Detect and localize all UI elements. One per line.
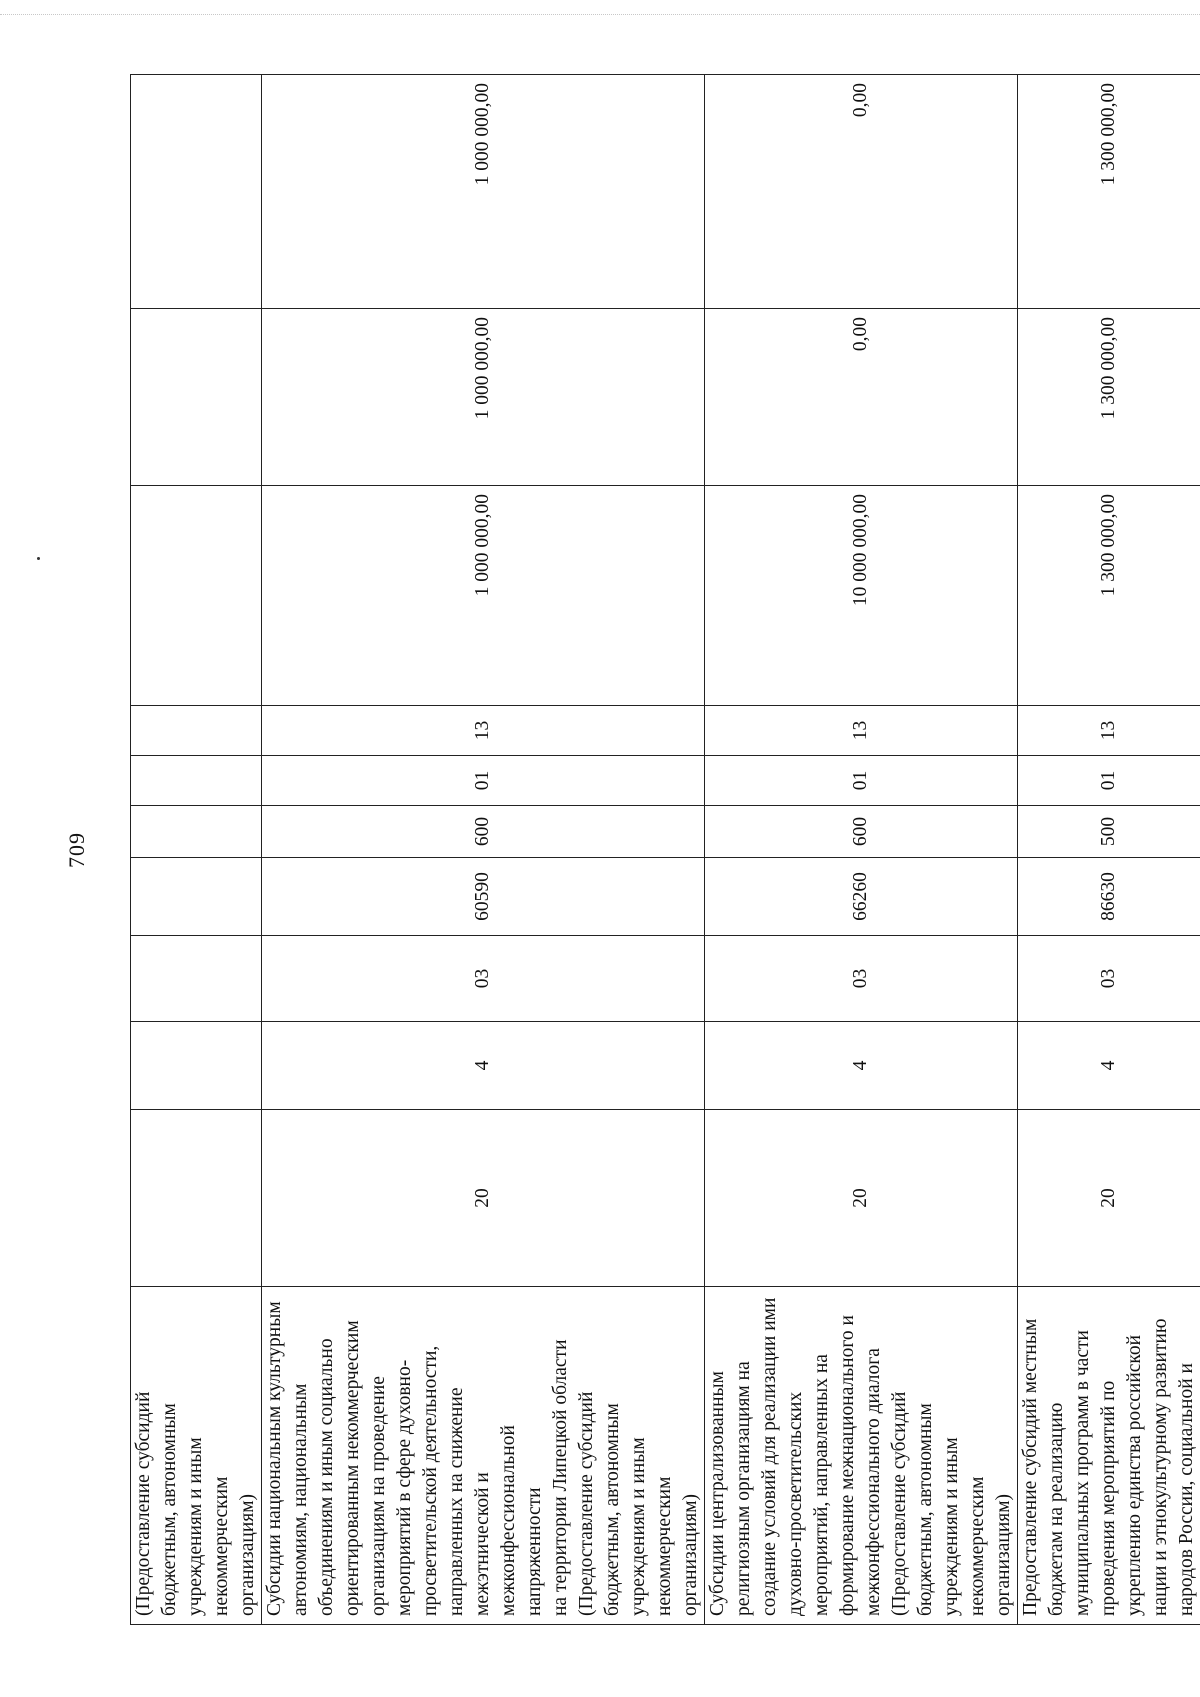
section-code [131,1110,262,1287]
table-row [262,75,705,1625]
amount-year-3: 0,00 [705,75,1018,309]
program-code [131,1022,262,1110]
amount-year-2 [131,309,262,486]
expense-type-code: 600 [705,806,1018,858]
chapter-code: 01 [262,756,705,806]
subprogram-code: 03 [1018,936,1200,1022]
amount-year-1 [131,486,262,706]
table-row [131,75,262,1625]
amount-year-3: 1 000 000,00 [262,75,705,309]
expense-description: Субсидии централизованным религиозным организациям на создание условий для реализации ими духовно-просветительских мероприятий, направленных на формирование межнационального и межконфессионального диалога (Предоставление субсидий бюджетным, автономным учреждениям и иным некоммерческим организациям) [705,1287,1018,1625]
page-number: 709 [64,832,89,868]
amount-year-1: 1 300 000,00 [1018,486,1200,706]
subsection-code: 13 [705,706,1018,756]
amount-year-3 [131,75,262,309]
rotated-page [64,75,1197,1625]
budget-table [130,74,1200,1625]
chapter-code [131,756,262,806]
amount-year-2: 1 300 000,00 [1018,309,1200,486]
chapter-code: 01 [705,756,1018,806]
direction-code [131,858,262,936]
subprogram-code: 03 [705,936,1018,1022]
expense-type-code: 600 [262,806,705,858]
amount-year-2: 1 000 000,00 [262,309,705,486]
section-code: 20 [705,1110,1018,1287]
expense-description: Субсидии национальным культурным автономиям, национальным объединениям и иным социально ориентированным некоммерческим организациям на проведение мероприятий в сфере духовно- просветительской деятельности, направленных на снижение межэтнической и межконфессиональной напряженности на территории Липецкой области (Предоставление субсидий бюджетным, автономным учреждениям и иным некоммерческим организациям) [262,1287,705,1625]
chapter-code: 01 [1018,756,1200,806]
subsection-code: 13 [1018,706,1200,756]
subprogram-code [131,936,262,1022]
direction-code: 86630 [1018,858,1200,936]
amount-year-1: 10 000 000,00 [705,486,1018,706]
direction-code: 66260 [705,858,1018,936]
scan-speck [37,557,40,560]
table-row [705,75,1018,1625]
table-row [1018,75,1200,1625]
subsection-code [131,706,262,756]
direction-code: 60590 [262,858,705,936]
subsection-code: 13 [262,706,705,756]
program-code: 4 [1018,1022,1200,1110]
section-code: 20 [1018,1110,1200,1287]
program-code: 4 [705,1022,1018,1110]
section-code: 20 [262,1110,705,1287]
amount-year-2: 0,00 [705,309,1018,486]
program-code: 4 [262,1022,705,1110]
expense-type-code [131,806,262,858]
expense-type-code: 500 [1018,806,1200,858]
expense-description: Предоставление субсидий местным бюджетам на реализацию муниципальных программ в части проведения мероприятий по укреплению единства российской нации и этнокультурному развитию народов России, социальной и [1018,1287,1200,1625]
amount-year-3: 1 300 000,00 [1018,75,1200,309]
amount-year-1: 1 000 000,00 [262,486,705,706]
expense-description: (Предоставление субсидий бюджетным, автономным учреждениям и иным некоммерческим организациям) [131,1287,262,1625]
subprogram-code: 03 [262,936,705,1022]
scan-edge [0,14,1200,15]
